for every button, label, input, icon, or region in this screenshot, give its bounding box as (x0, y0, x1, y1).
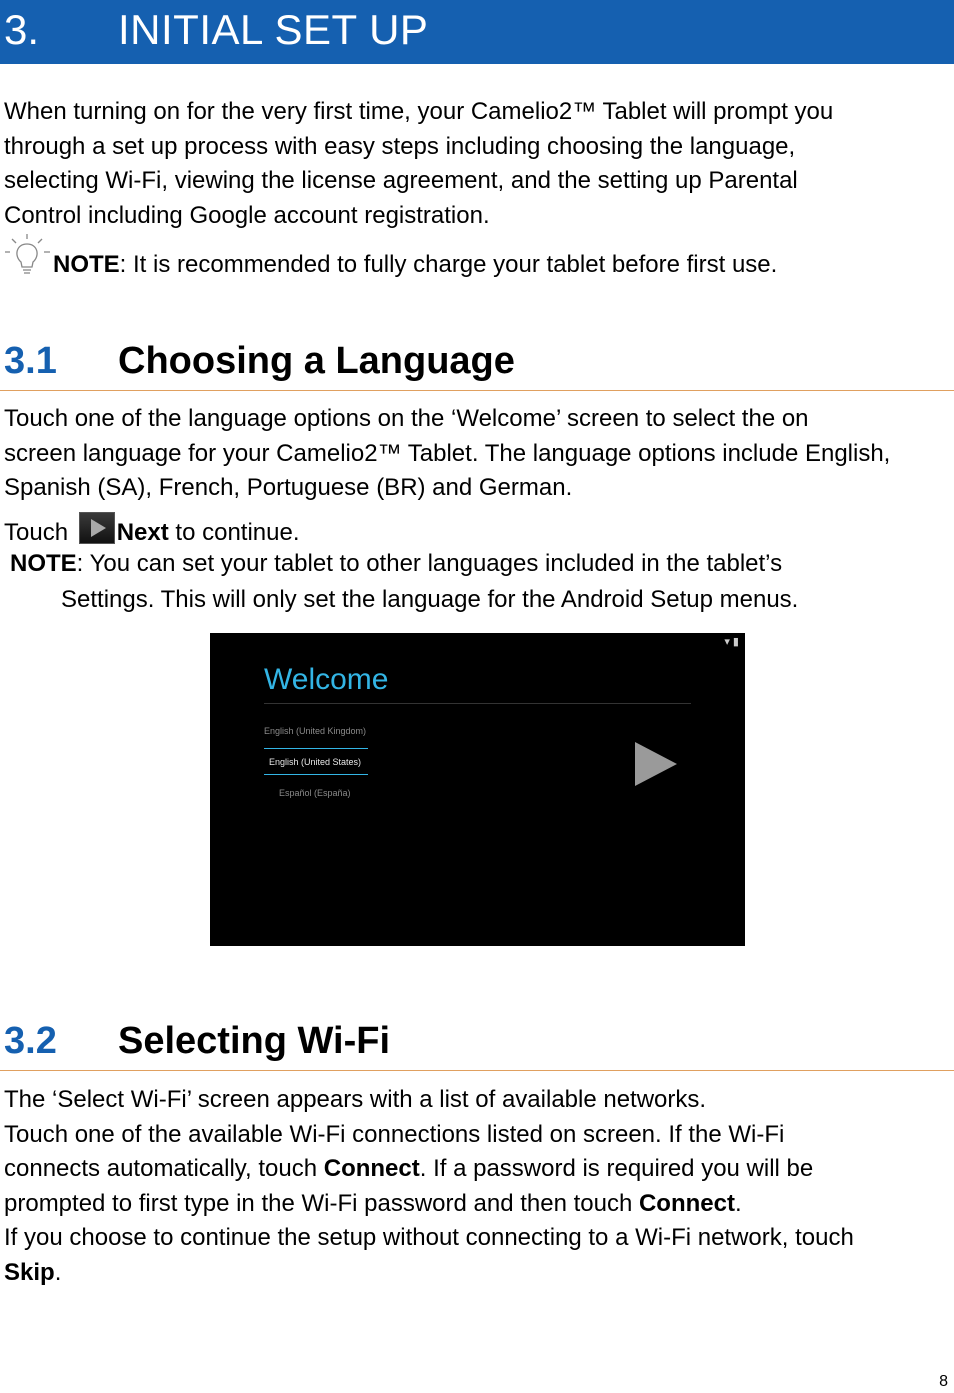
text-run: . (734, 1189, 742, 1217)
chapter-number: 3. (4, 6, 40, 53)
language-note-continued: Settings. This will only set the language for the Android Setup menus. (61, 586, 799, 613)
intro-line: Control including Google account registration. (4, 201, 490, 229)
next-label: Next (116, 519, 169, 546)
text-run: prompted to first type in the Wi-Fi password and then touch (4, 1189, 639, 1217)
intro-note (53, 248, 777, 282)
wifi-paragraph (4, 1083, 948, 1290)
language-option[interactable]: English (United Kingdom) (264, 726, 367, 736)
lightbulb-icon (2, 232, 52, 276)
section-heading-wifi (0, 1010, 954, 1071)
connect-label: Connect (323, 1155, 420, 1182)
language-note (10, 547, 782, 581)
wifi-battery-icon: ▾ ▮ (724, 636, 739, 648)
next-play-icon[interactable] (635, 742, 677, 786)
paragraph-line: Touch one of the available Wi-Fi connections listed on screen. If the Wi-Fi (4, 1120, 785, 1148)
welcome-screenshot (210, 633, 745, 946)
paragraph-line: The ‘Select Wi-Fi’ screen appears with a list of available networks. (4, 1086, 707, 1113)
divider (264, 703, 691, 704)
paragraph-line: Touch one of the language options on the ‘Welcome’ screen to select the on (4, 405, 809, 432)
chapter-title: INITIAL SET UP (118, 6, 429, 53)
paragraph-line: Spanish (SA), French, Portuguese (BR) and German. (4, 474, 573, 501)
language-option-selected[interactable]: English (United States) (269, 757, 362, 767)
paragraph-line: screen language for your Camelio2™ Tablet. The language options include English, (4, 439, 891, 467)
intro-line: through a set up process with easy steps including choosing the language, (4, 132, 796, 160)
section-number: 3.2 (4, 1020, 57, 1062)
skip-label: Skip (4, 1258, 55, 1286)
paragraph-line (4, 1256, 948, 1291)
touch-next-line (4, 512, 300, 550)
language-paragraph (4, 402, 948, 506)
welcome-title: Welcome (264, 663, 389, 696)
note-text: : It is recommended to fully charge your tablet before first use. (119, 251, 778, 278)
text-run: . (54, 1258, 62, 1286)
paragraph-line: If you choose to continue the setup without connecting to a Wi-Fi network, touch (4, 1224, 854, 1251)
note-label: NOTE (10, 550, 77, 577)
selection-line (264, 748, 368, 749)
section-title: Selecting Wi-Fi (118, 1020, 391, 1062)
touch-prefix: Touch (4, 519, 75, 546)
paragraph-line (4, 1152, 948, 1187)
section-number: 3.1 (4, 340, 57, 382)
note-label: NOTE (53, 251, 120, 278)
connect-label: Connect (638, 1189, 735, 1217)
section-title: Choosing a Language (118, 340, 515, 382)
selection-line (264, 774, 368, 775)
text-run: . If a password is required you will be (419, 1155, 814, 1182)
language-option[interactable]: Español (España) (279, 788, 351, 798)
intro-line: When turning on for the very first time, your Camelio2™ Tablet will prompt you (4, 98, 834, 125)
paragraph-line (4, 1187, 948, 1222)
chapter-header (0, 0, 954, 64)
intro-line: selecting Wi-Fi, viewing the license agreement, and the setting up Parental (4, 167, 798, 194)
note-text: : You can set your tablet to other languages included in the tablet’s (76, 550, 783, 577)
touch-suffix: to continue. (168, 519, 300, 546)
intro-paragraph (4, 95, 948, 233)
page-number: 8 (939, 1373, 948, 1390)
section-heading-language (0, 330, 954, 391)
text-run: connects automatically, touch (4, 1155, 324, 1182)
next-arrow-icon (79, 512, 115, 544)
